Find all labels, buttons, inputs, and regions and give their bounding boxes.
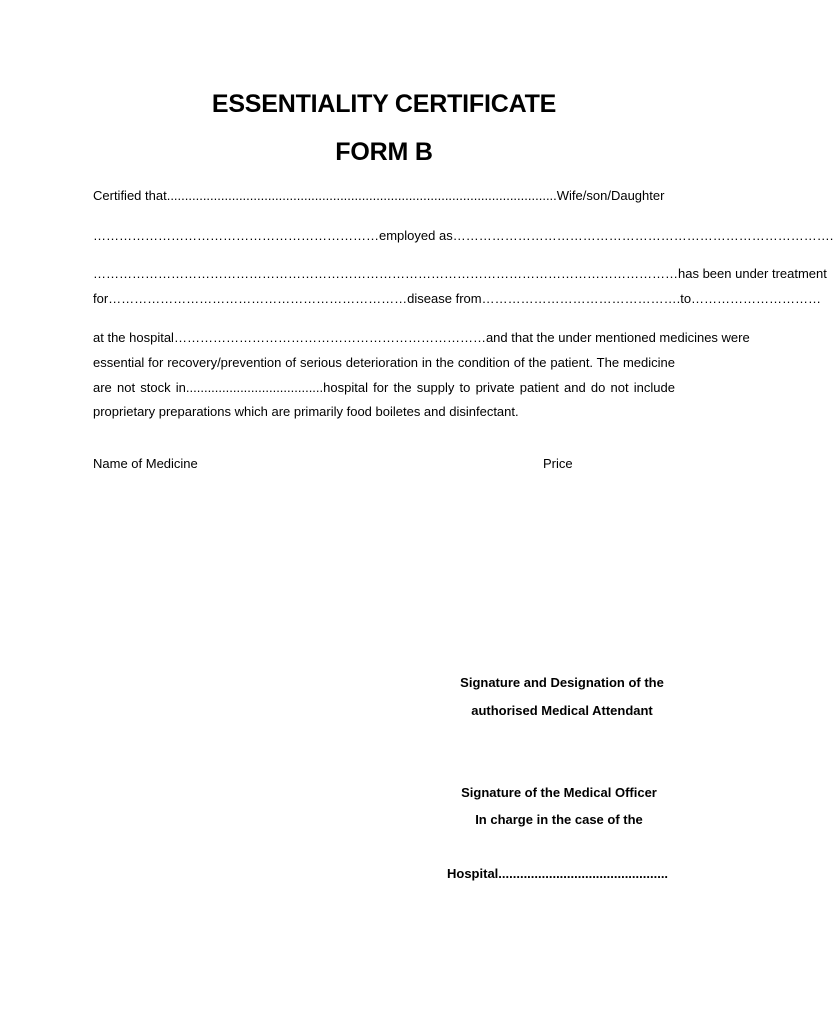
price-column-header: Price: [543, 456, 573, 471]
officer-signature-line2: In charge in the case of the: [475, 812, 643, 827]
attendant-signature-line1: Signature and Designation of the: [460, 675, 664, 690]
body-line-certified: Certified that............................................................................................................Wife/son/Daughter: [93, 188, 665, 203]
body-line-proprietary: proprietary preparations which are primarily food boiletes and disinfectant.: [93, 404, 519, 419]
body-line-employed: …………………………………………………………employed as…………………………………………………………………………….: [93, 228, 833, 243]
body-line-disease: for……………………………………………………………disease from……………………………………….to…………………………: [93, 291, 822, 306]
body-line-hospital: at the hospital………………………………………………………………and that the under mentioned medicines were: [93, 330, 750, 345]
hospital-signature-line: Hospital...............................................: [447, 866, 669, 881]
form-title: FORM B: [335, 138, 433, 166]
body-line-treatment: ………………………………………………………………………………………………………………………has been under treatment: [93, 266, 827, 281]
officer-signature-line1: Signature of the Medical Officer: [461, 785, 657, 800]
body-line-essential: essential for recovery/prevention of serious deterioration in the condition of the patient. The medicine: [93, 355, 675, 370]
body-line-stock: are not stock in......................................hospital for the supply to private patient and do not include: [93, 380, 675, 395]
medicine-column-header: Name of Medicine: [93, 456, 198, 471]
certificate-title: ESSENTIALITY CERTIFICATE: [211, 90, 557, 118]
attendant-signature-line2: authorised Medical Attendant: [471, 703, 653, 718]
